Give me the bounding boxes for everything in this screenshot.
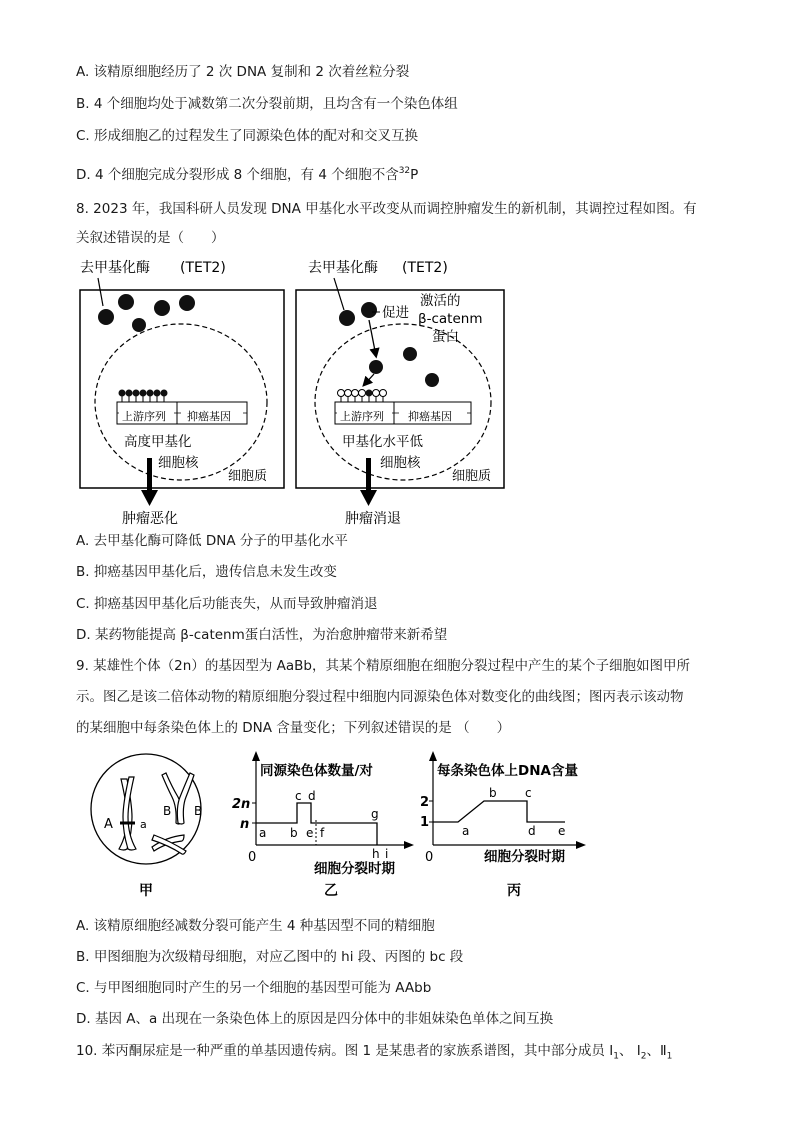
fig-jia-label-B: B xyxy=(163,804,172,818)
q10-stem-text: 10. 苯丙酮尿症是一种严重的单基因遗传病。图 1 是某患者的家族系谱图，其中部分成员 Ⅰ xyxy=(76,1043,614,1059)
fig-yi-yn: n xyxy=(240,817,250,832)
q8-figure xyxy=(0,250,794,535)
q8-option-a: A. 去甲基化酶可降低 DNA 分子的甲基化水平 xyxy=(76,533,348,549)
q10-mid2: 、Ⅱ xyxy=(646,1043,667,1059)
right-nucleus-label: 细胞核 xyxy=(380,455,421,471)
fig-jia-label-A: A xyxy=(104,817,113,832)
fig-bing-y2: 2 xyxy=(420,795,430,810)
fig-bing-ylabel: 每条染色体上DNA含量 xyxy=(437,763,578,779)
q9-figures xyxy=(0,745,794,905)
fig-yi-point-c: c xyxy=(295,789,302,803)
left-methylation-level: 高度甲基化 xyxy=(124,434,192,450)
fig-yi xyxy=(232,751,414,899)
left-upstream-label: 上游序列 xyxy=(122,410,166,423)
right-gene-label: 抑癌基因 xyxy=(408,410,452,423)
q10-stem-line1 xyxy=(76,1042,672,1066)
right-cytoplasm-label: 细胞质 xyxy=(452,469,492,484)
fig-bing-caption: 丙 xyxy=(507,883,521,899)
left-enzyme-dot xyxy=(179,295,195,311)
fig-bing-xlabel: 细胞分裂时期 xyxy=(484,849,565,865)
q8-option-c: C. 抑癌基因甲基化后功能丧失，从而导致肿瘤消退 xyxy=(76,596,378,612)
fig-yi-y2n: 2n xyxy=(232,797,251,812)
fig-bing-y1: 1 xyxy=(420,815,430,830)
q10-sub3: 1 xyxy=(666,1051,673,1062)
q9-stem-line1: 9. 某雄性个体（2n）的基因型为 AaBb，其某个精原细胞在细胞分裂过程中产生的某个子细胞如图甲所 xyxy=(76,658,690,674)
fig-bing-point-e: e xyxy=(558,824,566,838)
left-nucleus-label: 细胞核 xyxy=(158,455,199,471)
right-enzyme-dot xyxy=(361,302,377,318)
right-upstream-label: 上游序列 xyxy=(340,410,384,423)
fig-yi-point-e: e xyxy=(306,826,314,840)
q9-option-a: A. 该精原细胞经减数分裂可能产生 4 种基因型不同的精细胞 xyxy=(76,918,435,934)
right-down-arrow-shaft xyxy=(366,458,371,494)
left-enzyme-dot xyxy=(98,309,114,325)
right-flow-arrow-2 xyxy=(364,374,374,385)
fig-bing-point-b: b xyxy=(489,786,497,800)
fig-yi-x-arrow xyxy=(404,841,414,849)
fig-jia-chromosome-left xyxy=(119,777,136,850)
right-enzyme-dot xyxy=(403,347,417,361)
fig-yi-origin: 0 xyxy=(248,850,257,865)
q9-option-b: B. 甲图细胞为次级精母细胞，对应乙图中的 hi 段、丙图的 bc 段 xyxy=(76,949,464,965)
left-cytoplasm-label: 细胞质 xyxy=(228,469,268,484)
fig-yi-point-labels xyxy=(259,789,388,861)
fig-bing-point-c: c xyxy=(525,786,532,800)
fig-yi-point-h: h xyxy=(372,847,380,861)
right-protein-label: 蛋白 xyxy=(432,329,459,345)
q10-mid1: 、 Ⅰ xyxy=(618,1043,641,1059)
q9-option-c: C. 与甲图细胞同时产生的另一个细胞的基因型可能为 AAbb xyxy=(76,980,432,996)
q7-option-b: B. 4 个细胞均处于减数第二次分裂前期，且均含有一个染色体组 xyxy=(76,96,458,112)
q7-option-d-post: P xyxy=(410,167,419,183)
q10-sub2: 2 xyxy=(640,1051,647,1062)
q7-option-c: C. 形成细胞乙的过程发生了同源染色体的配对和交叉互换 xyxy=(76,128,419,144)
fig-yi-ylabel: 同源染色体数量/对 xyxy=(260,763,373,779)
q8-option-b: B. 抑癌基因甲基化后，遗传信息未发生改变 xyxy=(76,564,337,580)
right-result-label: 肿瘤消退 xyxy=(345,511,401,527)
fig-bing-x-arrow xyxy=(576,841,586,849)
right-enzyme-dot xyxy=(369,360,383,374)
q7-option-a: A. 该精原细胞经历了 2 次 DNA 复制和 2 次着丝粒分裂 xyxy=(76,64,410,80)
fig-yi-point-f: f xyxy=(320,826,325,840)
right-down-arrow-head xyxy=(360,490,377,506)
right-methyl-groups xyxy=(338,390,387,403)
fig-bing xyxy=(420,751,586,899)
left-gene-label: 抑癌基因 xyxy=(187,410,231,423)
fig-bing-point-d: d xyxy=(528,824,536,838)
q10-sub1: 1 xyxy=(613,1051,619,1062)
fig-yi-point-i: i xyxy=(385,847,389,861)
fig-jia-label-b: B xyxy=(194,804,203,818)
fig-jia-chromosome-small xyxy=(152,835,186,854)
q7-option-d-sup: 32 xyxy=(398,166,411,176)
left-pointer-line xyxy=(98,278,103,306)
fig-yi-point-b: b xyxy=(290,826,298,840)
right-catenin-label: β-catenm xyxy=(418,311,483,327)
q8-stem-line2: 关叙述错误的是（ ） xyxy=(76,230,225,246)
right-enzyme-label: 去甲基化酶 xyxy=(308,260,378,276)
right-enzyme-dot xyxy=(339,310,355,326)
left-enzyme-dot xyxy=(118,294,134,310)
q8-option-d: D. 某药物能提高 β-catenm蛋白活性，为治愈肿瘤带来新希望 xyxy=(76,627,448,643)
right-flow-arrow-1 xyxy=(369,320,376,356)
right-methylation-level: 甲基化水平低 xyxy=(342,434,423,450)
left-tet2-label: (TET2) xyxy=(180,260,226,276)
fig-bing-point-a: a xyxy=(462,824,470,838)
left-methyl-groups xyxy=(119,390,168,403)
left-result-label: 肿瘤恶化 xyxy=(122,511,178,527)
left-down-arrow-shaft xyxy=(147,458,152,494)
q7-option-d xyxy=(76,162,418,184)
fig-bing-y-arrow xyxy=(429,751,437,761)
right-activated-label: 激活的 xyxy=(420,293,461,309)
q9-option-d: D. 基因 A、a 出现在一条染色体上的原因是四分体中的非姐妹染色单体之间互换 xyxy=(76,1011,554,1027)
fig-yi-y-arrow xyxy=(252,751,260,761)
left-enzyme-label: 去甲基化酶 xyxy=(80,260,150,276)
fig-yi-point-d: d xyxy=(308,789,316,803)
right-tet2-label: (TET2) xyxy=(402,260,448,276)
left-enzyme-dot xyxy=(154,300,170,316)
fig-yi-caption: 乙 xyxy=(324,883,338,899)
q9-stem-line2: 示。图乙是该二倍体动物的精原细胞分裂过程中细胞内同源染色体对数变化的曲线图；图丙表示该动物 xyxy=(76,689,684,705)
q9-stem-line3: 的某细胞中每条染色体上的 DNA 含量变化；下列叙述错误的是 （ ） xyxy=(76,720,511,736)
right-promote-label: 促进 xyxy=(382,305,409,321)
left-enzyme-dot xyxy=(132,318,146,332)
fig-yi-xlabel: 细胞分裂时期 xyxy=(314,861,395,877)
q8-stem-line1: 8. 2023 年，我国科研人员发现 DNA 甲基化水平改变从而调控肿瘤发生的新机制，其调控过程如图。有 xyxy=(76,201,697,217)
fig-jia-label-a: a xyxy=(140,818,147,831)
fig-yi-point-g: g xyxy=(371,807,379,821)
fig-yi-point-a: a xyxy=(259,826,267,840)
left-down-arrow-head xyxy=(141,490,158,506)
right-enzyme-dot xyxy=(425,373,439,387)
fig-bing-point-labels xyxy=(462,786,565,838)
fig-bing-curve xyxy=(433,801,565,822)
q7-option-d-text: D. 4 个细胞完成分裂形成 8 个细胞，有 4 个细胞不含 xyxy=(76,167,399,183)
right-pointer-line xyxy=(334,278,344,310)
fig-bing-origin: 0 xyxy=(425,850,434,865)
fig-jia-cell xyxy=(91,754,201,864)
fig-jia-caption: 甲 xyxy=(139,883,153,899)
